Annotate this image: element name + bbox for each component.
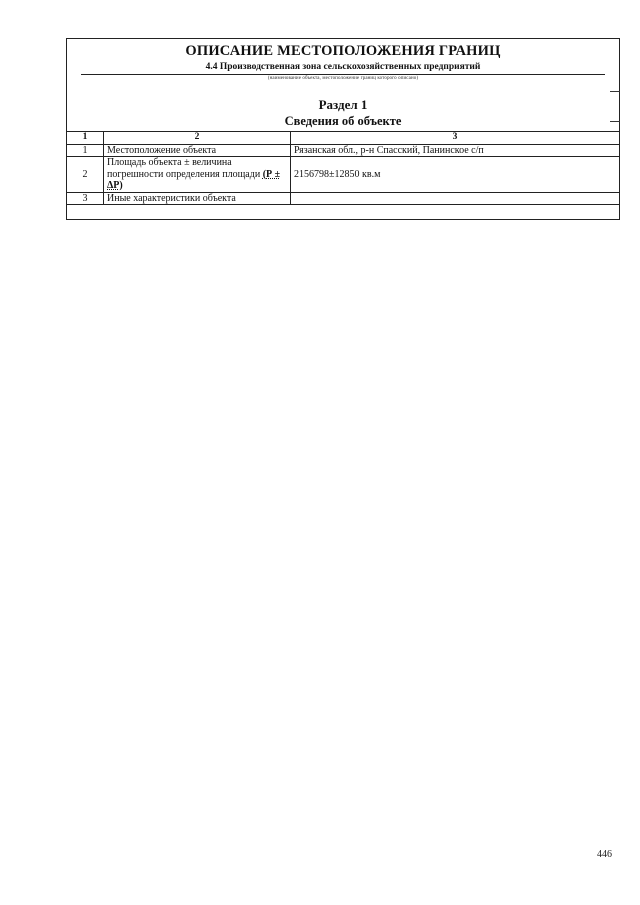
- row-number: 3: [67, 192, 104, 205]
- row-number: 2: [67, 157, 104, 193]
- section-label: Раздел 1: [318, 97, 368, 112]
- row-name: Местоположение объекта: [104, 144, 291, 157]
- row-number: 1: [67, 144, 104, 157]
- document-subtitle: 4.4 Производственная зона сельскохозяйственных предприятий: [205, 62, 481, 72]
- row-name-text: Площадь объекта ± величина погрешности определения площади: [107, 157, 263, 180]
- column-header: 1: [67, 132, 104, 145]
- row-value: 2156798±12850 кв.м: [291, 157, 620, 193]
- column-header: 2: [104, 132, 291, 145]
- area-formula: (Р ± ΔР): [107, 168, 281, 191]
- column-header: 3: [291, 132, 620, 145]
- object-info-table: [66, 131, 620, 205]
- document-title: ОПИСАНИЕ МЕСТОПОЛОЖЕНИЯ ГРАНИЦ: [185, 43, 501, 59]
- row-name: [104, 157, 291, 193]
- table-row: [67, 157, 620, 193]
- table-row: [67, 192, 620, 205]
- table-row: [67, 144, 620, 157]
- table-header-row: [67, 132, 620, 145]
- margin-tick: [610, 91, 620, 92]
- object-caption: (наименование объекта, местоположение границ которого описано): [267, 76, 419, 81]
- row-name: Иные характеристики объекта: [104, 192, 291, 205]
- row-value: [291, 192, 620, 205]
- title-underline: [81, 74, 605, 75]
- row-value: Рязанская обл., р-н Спасский, Панинское с/п: [291, 144, 620, 157]
- section-title: Сведения об объекте: [284, 114, 402, 128]
- document-frame: [66, 38, 620, 220]
- page-number: 446: [597, 849, 612, 860]
